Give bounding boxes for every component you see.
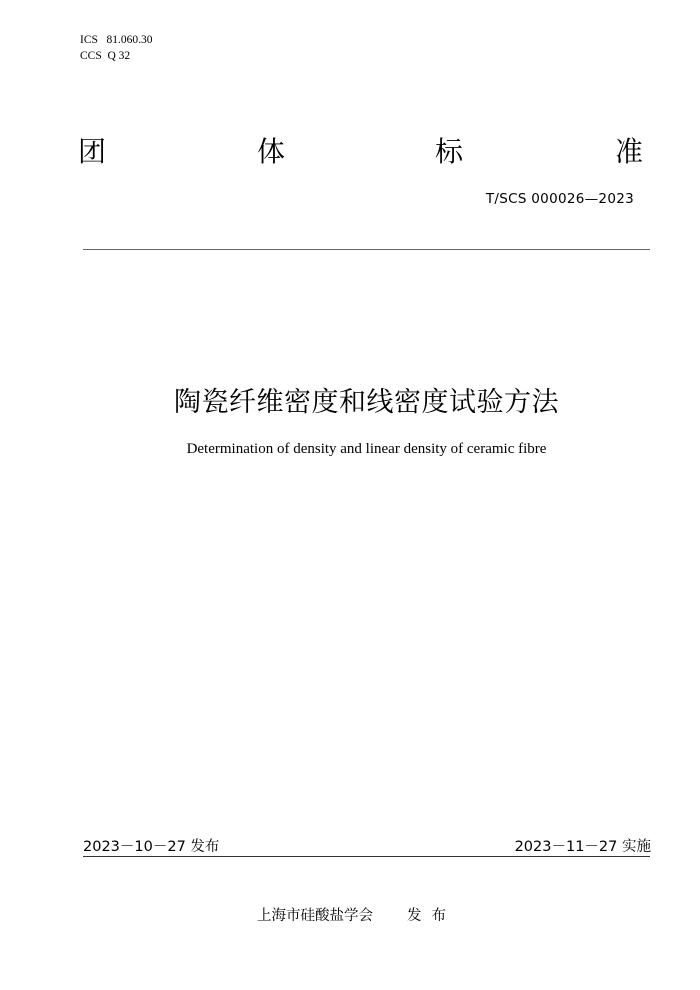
issue-date: 2023－10－27 发布 [83,839,220,855]
standard-number: T/SCS 000026—2023 [485,191,634,207]
footer-divider [83,856,650,857]
standard-type-char: 标 [435,135,464,168]
ics-code: ICS 81.060.30 [80,34,153,46]
standard-type-heading [78,134,648,174]
publisher-line [257,904,456,925]
implementation-date: 2023－11－27 实施 [514,839,651,855]
standard-type-char: 体 [257,135,286,168]
header-divider [83,249,650,250]
publisher-name: 上海市硅酸盐学会 [257,908,373,924]
classification-codes [80,32,153,64]
document-title-english: Determination of density and linear density of ceramic fibre [186,441,547,457]
ccs-code: CCS Q 32 [80,50,131,62]
document-title-chinese: 陶瓷纤维密度和线密度试验方法 [174,387,559,418]
standard-type-char: 团 [78,135,107,168]
standard-type-char: 准 [615,135,644,168]
publish-label: 发布 [407,908,456,924]
